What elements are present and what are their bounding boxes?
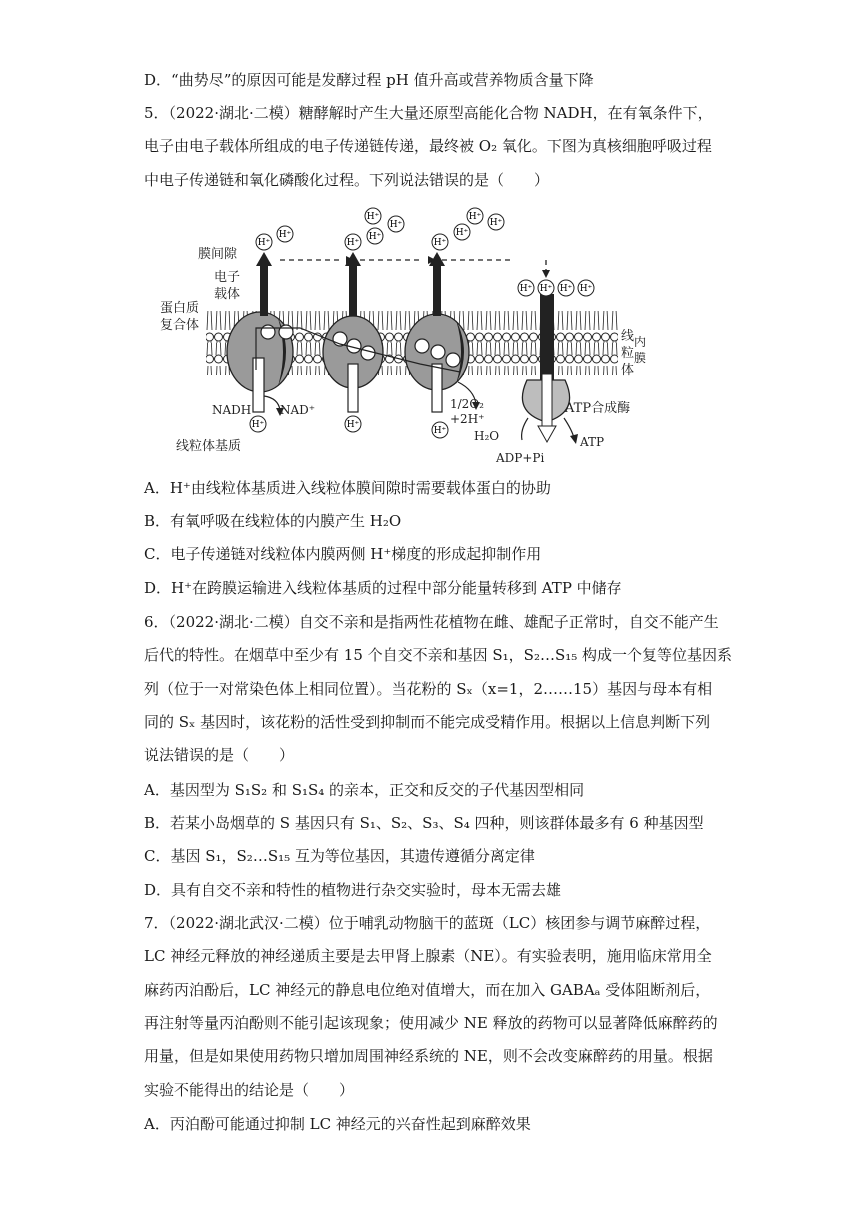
label-electron-carrier-1: 电子	[214, 270, 241, 285]
svg-text:H⁺: H⁺	[455, 228, 469, 238]
proton-pump-arrows	[256, 252, 445, 316]
svg-text:H⁺: H⁺	[433, 238, 447, 248]
svg-text:H⁺: H⁺	[489, 218, 503, 228]
svg-text:H⁺: H⁺	[346, 238, 360, 248]
text-line: D．具有自交不亲和特性的植物进行杂交实验时，母本无需去雄	[144, 881, 562, 899]
svg-text:H⁺: H⁺	[519, 284, 533, 294]
text-line: B．有氧呼吸在线粒体的内膜产生 H₂O	[144, 512, 402, 530]
svg-text:H⁺: H⁺	[389, 220, 403, 230]
svg-text:H⁺: H⁺	[366, 212, 380, 222]
label-protein-complex-2: 复合体	[160, 318, 200, 333]
h-ion-icon	[388, 216, 404, 232]
svg-text:H⁺: H⁺	[579, 284, 593, 294]
text-line: 再注射等量丙泊酚则不能引起该现象；使用减少 NE 释放的药物可以显著降低麻醉药的	[144, 1014, 718, 1032]
text-line: A．H⁺由线粒体基质进入线粒体膜间隙时需要载体蛋白的协助	[144, 479, 551, 497]
text-line: C．电子传递链对线粒体内膜两侧 H⁺梯度的形成起抑制作用	[144, 545, 542, 563]
h-ion-icon	[345, 416, 361, 432]
label-2h: +2H⁺	[450, 412, 485, 426]
h-ion-icon	[365, 208, 381, 224]
label-inner-membrane-1: 线	[621, 329, 635, 344]
text-line: D．H⁺在跨膜运输进入线粒体基质的过程中部分能量转移到 ATP 中储存	[144, 579, 622, 597]
text-line: B．若某小岛烟草的 S 基因只有 S₁、S₂、S₃、S₄ 四种，则该群体最多有 6 种基因型	[144, 814, 704, 832]
svg-text:H⁺: H⁺	[539, 284, 553, 294]
svg-text:H⁺: H⁺	[278, 230, 292, 240]
svg-text:H⁺: H⁺	[368, 232, 382, 242]
h-ion-icon	[488, 214, 504, 230]
text-line: 电子由电子载体所组成的电子传递链传递，最终被 O₂ 氧化。下图为真核细胞呼吸过程	[144, 137, 712, 155]
text-line: C．基因 S₁，S₂…S₁₅ 互为等位基因，其遗传遵循分离定律	[144, 847, 535, 865]
label-inner-membrane-4: 内	[634, 335, 647, 349]
text-line: 实验不能得出的结论是（ ）	[144, 1081, 355, 1099]
label-h2o: H₂O	[474, 429, 500, 443]
label-atp-synthase: ATP合成酶	[565, 401, 631, 416]
text-line: 后代的特性。在烟草中至少有 15 个自交不亲和基因 S₁，S₂…S₁₅ 构成一个复等位基因系	[144, 646, 733, 664]
label-inner-membrane-5: 膜	[634, 351, 647, 365]
text-line: 说法错误的是（ ）	[144, 746, 295, 764]
svg-text:H⁺: H⁺	[559, 284, 573, 294]
svg-text:H⁺: H⁺	[346, 420, 360, 430]
text-line: 6．（2022·湖北·二模）自交不亲和是指两性花植物在雌、雄配子正常时，自交不能产生	[144, 613, 719, 631]
text-line: 列（位于一对常染色体上相同位置）。当花粉的 Sₓ（x=1，2……15）基因与母本有相	[144, 680, 713, 698]
label-intermembrane: 膜间隙	[198, 247, 238, 262]
label-matrix: 线粒体基质	[176, 439, 242, 454]
text-line: 5．（2022·湖北·二模）糖酵解时产生大量还原型高能化合物 NADH，在有氧条件下，	[144, 104, 713, 122]
label-nad: NAD⁺	[280, 403, 316, 417]
label-adp: ADP+Pi	[496, 451, 545, 465]
electron-transport-chain-figure	[160, 204, 647, 466]
label-atp: ATP	[580, 435, 605, 449]
text-line: 同的 Sₓ 基因时，该花粉的活性受到抑制而不能完成受精作用。根据以上信息判断下列	[144, 713, 711, 731]
text-line: 7．（2022·湖北武汉·二模）位于哺乳动物脑干的蓝斑（LC）核团参与调节麻醉过程，	[144, 914, 711, 932]
h-ion-icon	[256, 234, 272, 250]
h-ion-icon	[578, 280, 594, 296]
text-line: D．“曲势尽”的原因可能是发酵过程 pH 值升高或营养物质含量下降	[144, 71, 594, 89]
svg-text:H⁺: H⁺	[468, 212, 482, 222]
svg-text:H⁺: H⁺	[257, 238, 271, 248]
label-o2: 1/2O₂	[450, 397, 484, 411]
h-ion-icon	[277, 226, 293, 242]
h-ion-icon	[250, 416, 266, 432]
text-line: A．基因型为 S₁S₂ 和 S₁S₄ 的亲本，正交和反交的子代基因型相同	[144, 781, 585, 799]
h-ion-icon	[367, 228, 383, 244]
label-inner-membrane-2: 粒	[621, 346, 635, 361]
label-protein-complex-1: 蛋白质	[160, 301, 200, 316]
text-line: A．丙泊酚可能通过抑制 LC 神经元的兴奋性起到麻醉效果	[144, 1115, 531, 1133]
h-ion-icon	[538, 280, 554, 296]
svg-text:H⁺: H⁺	[433, 426, 447, 436]
text-line: 麻药丙泊酚后，LC 神经元的静息电位绝对值增大，而在加入 GABAₐ 受体阻断剂后，	[144, 981, 711, 999]
h-ion-icon	[432, 422, 448, 438]
label-electron-carrier-2: 载体	[214, 287, 241, 302]
text-line: 中电子传递链和氧化磷酸化过程。下列说法错误的是（ ）	[144, 171, 550, 189]
protein-complex-2	[323, 316, 383, 412]
h-ion-icon	[432, 234, 448, 250]
label-inner-membrane-3: 体	[621, 363, 635, 378]
text-line: 用量，但是如果使用药物只增加周围神经系统的 NE，则不会改变麻醉药的用量。根据	[144, 1047, 713, 1065]
h-ion-icon	[558, 280, 574, 296]
text-line: LC 神经元释放的神经递质主要是去甲肾上腺素（NE）。有实验表明，施用临床常用全	[144, 947, 712, 965]
svg-text:H⁺: H⁺	[251, 420, 265, 430]
h-ion-icon	[345, 234, 361, 250]
h-ion-icon	[518, 280, 534, 296]
label-nadh: NADH	[212, 403, 252, 417]
h-ion-icon	[467, 208, 483, 224]
h-ion-icon	[454, 224, 470, 240]
